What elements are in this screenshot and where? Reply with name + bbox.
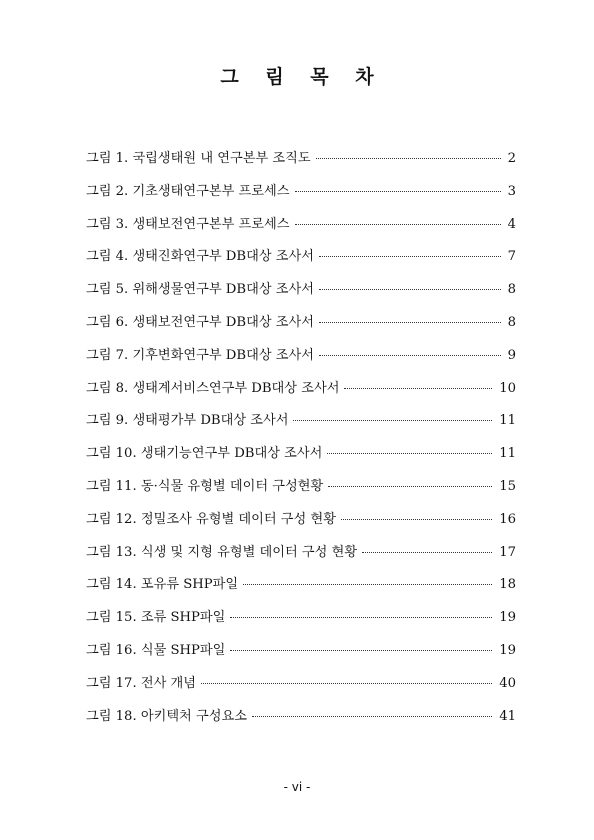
toc-entry-page-number: 11 <box>499 413 516 429</box>
toc-dot-leader <box>230 650 492 651</box>
toc-entry-label: 그림 8. 생태계서비스연구부 DB대상 조사서 <box>86 380 340 396</box>
toc-dot-leader <box>319 322 501 323</box>
toc-entry-label: 그림 4. 생태진화연구부 DB대상 조사서 <box>86 249 314 265</box>
table-of-figures <box>86 147 516 737</box>
toc-dot-leader <box>201 683 492 684</box>
toc-entry[interactable] <box>86 541 516 574</box>
toc-entry-page-number: 17 <box>499 544 516 560</box>
toc-dot-leader <box>252 716 492 717</box>
page-number-footer: - vi - <box>283 780 311 794</box>
toc-entry[interactable] <box>86 377 516 410</box>
toc-entry[interactable] <box>86 705 516 738</box>
toc-entry-label: 그림 17. 전사 개념 <box>86 675 196 691</box>
toc-entry-label: 그림 12. 정밀조사 유형별 데이터 구성 현황 <box>86 511 336 527</box>
toc-entry-label: 그림 7. 기후변화연구부 DB대상 조사서 <box>86 347 314 363</box>
toc-entry-label: 그림 10. 생태기능연구부 DB대상 조사서 <box>86 446 323 462</box>
toc-entry-page-number: 10 <box>499 380 516 396</box>
toc-entry-page-number: 19 <box>499 610 516 626</box>
toc-entry-page-number: 4 <box>507 216 516 232</box>
toc-entry-label: 그림 6. 생태보전연구부 DB대상 조사서 <box>86 314 314 330</box>
toc-entry[interactable] <box>86 180 516 213</box>
toc-dot-leader <box>327 453 492 454</box>
toc-dot-leader <box>341 519 492 520</box>
toc-entry-page-number: 8 <box>507 282 516 298</box>
toc-dot-leader <box>316 158 501 159</box>
toc-entry-label: 그림 11. 동·식물 유형별 데이터 구성현황 <box>86 478 324 494</box>
toc-dot-leader <box>319 355 501 356</box>
toc-entry[interactable] <box>86 344 516 377</box>
toc-entry[interactable] <box>86 278 516 311</box>
toc-entry[interactable] <box>86 147 516 180</box>
toc-entry-page-number: 2 <box>507 151 516 166</box>
toc-entry-label: 그림 5. 위해생물연구부 DB대상 조사서 <box>86 282 314 298</box>
toc-entry-label: 그림 15. 조류 SHP파일 <box>86 610 226 626</box>
toc-entry-label: 그림 18. 아키텍처 구성요소 <box>86 708 247 724</box>
toc-entry-page-number: 8 <box>507 314 516 330</box>
toc-dot-leader <box>319 256 501 257</box>
toc-dot-leader <box>230 617 492 618</box>
toc-dot-leader <box>243 584 492 585</box>
toc-entry-page-number: 16 <box>499 511 516 527</box>
toc-entry-label: 그림 1. 국립생태원 내 연구본부 조직도 <box>86 151 311 166</box>
toc-entry[interactable] <box>86 311 516 344</box>
toc-entry[interactable] <box>86 442 516 475</box>
toc-entry[interactable] <box>86 508 516 541</box>
toc-dot-leader <box>295 224 501 225</box>
toc-entry[interactable] <box>86 475 516 508</box>
toc-dot-leader <box>295 191 501 192</box>
toc-entry[interactable] <box>86 639 516 672</box>
toc-dot-leader <box>319 289 501 290</box>
toc-entry[interactable] <box>86 573 516 606</box>
toc-entry[interactable] <box>86 672 516 705</box>
toc-entry-label: 그림 16. 식물 SHP파일 <box>86 642 226 658</box>
toc-entry-page-number: 41 <box>499 708 516 724</box>
toc-entry-page-number: 11 <box>499 446 516 462</box>
page-title: 그 림 목 차 <box>220 66 384 88</box>
toc-entry-page-number: 7 <box>507 249 516 265</box>
toc-entry[interactable] <box>86 606 516 639</box>
toc-entry-page-number: 19 <box>499 642 516 658</box>
toc-entry-page-number: 3 <box>507 183 516 199</box>
toc-dot-leader <box>362 552 492 553</box>
toc-entry-page-number: 9 <box>507 347 516 363</box>
toc-entry-page-number: 40 <box>499 675 516 691</box>
toc-dot-leader <box>344 388 492 389</box>
toc-entry[interactable] <box>86 245 516 278</box>
toc-entry[interactable] <box>86 213 516 246</box>
toc-entry-label: 그림 3. 생태보전연구본부 프로세스 <box>86 216 290 232</box>
toc-entry[interactable] <box>86 409 516 442</box>
toc-dot-leader <box>293 420 492 421</box>
toc-entry-label: 그림 13. 식생 및 지형 유형별 데이터 구성 현황 <box>86 544 358 560</box>
toc-entry-label: 그림 14. 포유류 SHP파일 <box>86 577 239 593</box>
toc-dot-leader <box>328 486 492 487</box>
toc-entry-page-number: 18 <box>499 577 516 593</box>
toc-entry-page-number: 15 <box>499 478 516 494</box>
toc-entry-label: 그림 9. 생태평가부 DB대상 조사서 <box>86 413 289 429</box>
toc-entry-label: 그림 2. 기초생태연구본부 프로세스 <box>86 183 290 199</box>
